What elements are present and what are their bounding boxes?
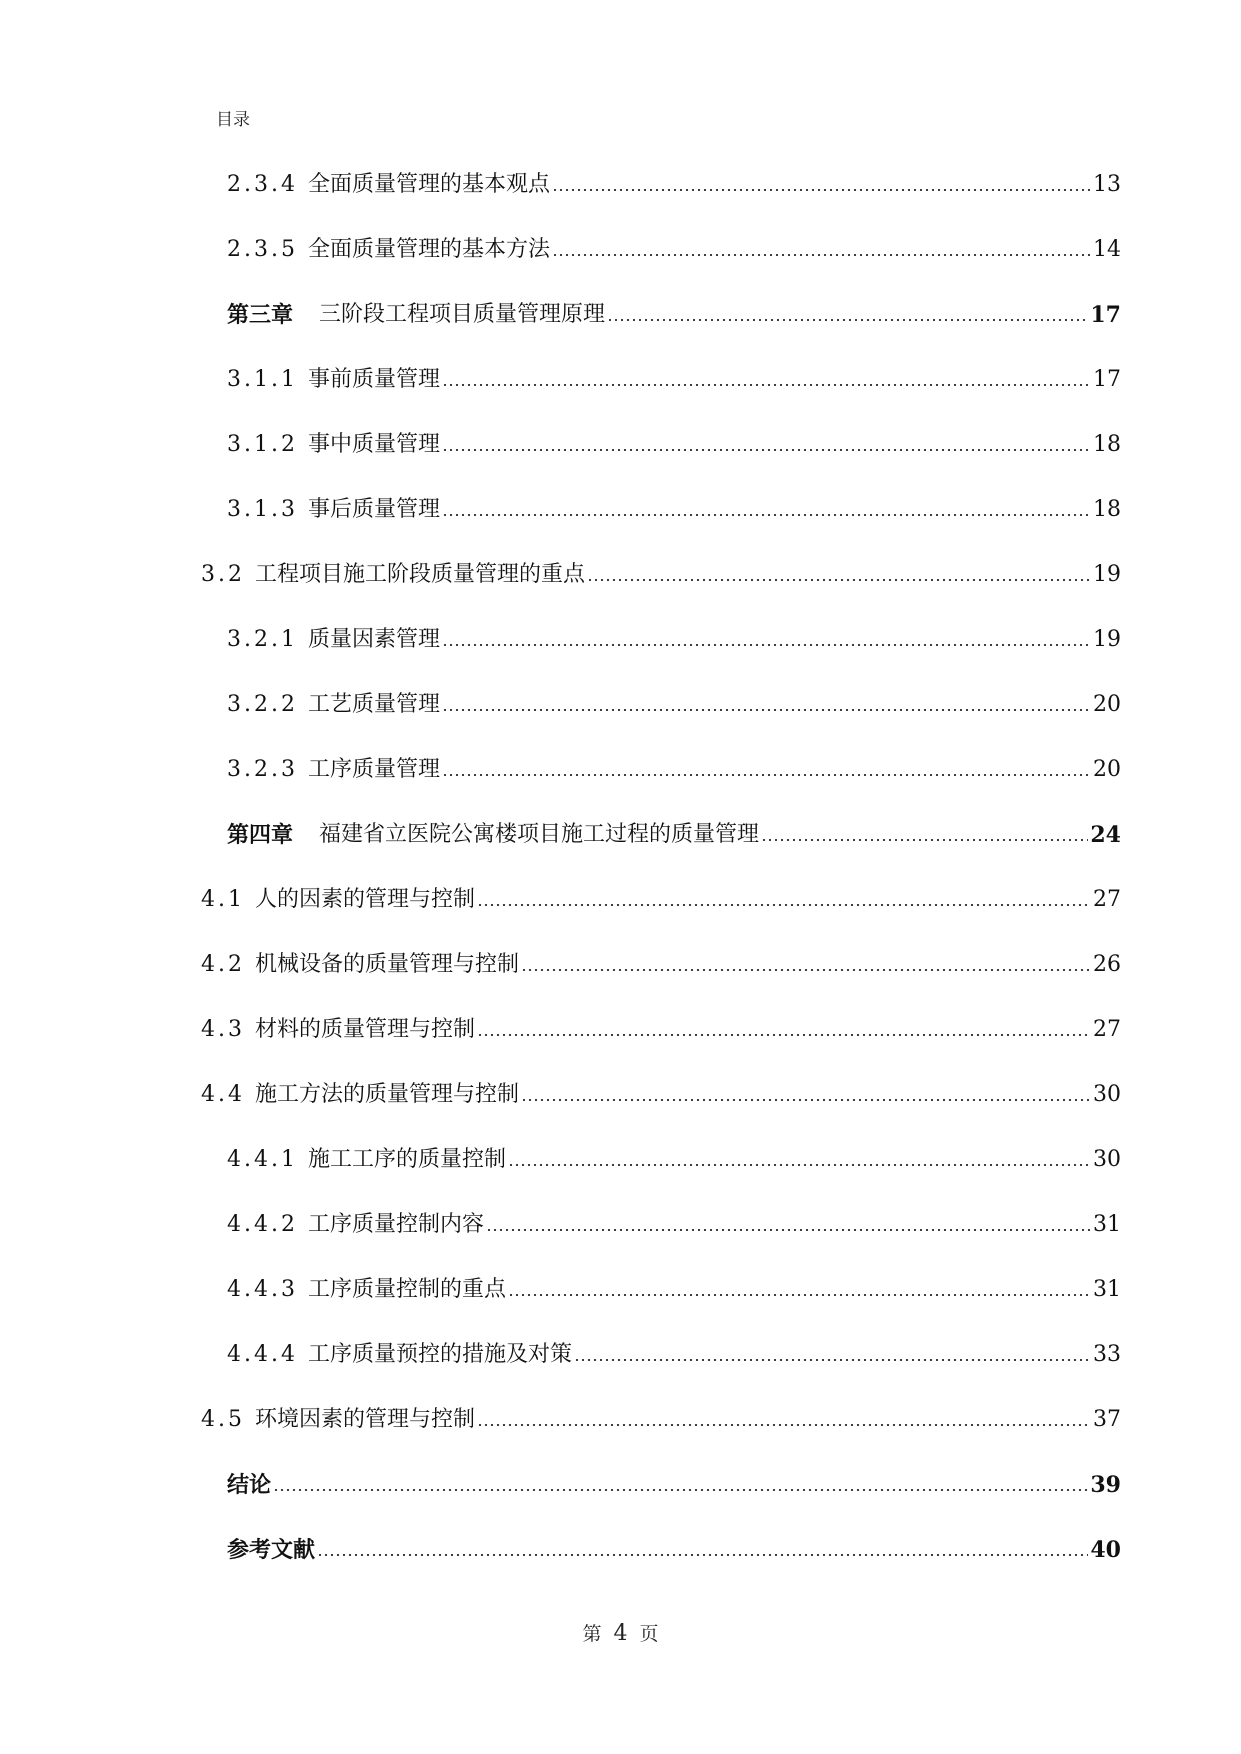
toc-entry[interactable] bbox=[227, 491, 1121, 525]
dot-leader bbox=[552, 254, 1091, 256]
toc-entry-page: 33 bbox=[1093, 1342, 1121, 1367]
toc-entry-number: 3.1.2 bbox=[227, 432, 298, 457]
toc-section-entry-references[interactable] bbox=[227, 1531, 1121, 1565]
toc-entry[interactable] bbox=[227, 231, 1121, 265]
toc-entry-number: 3.2.1 bbox=[227, 627, 298, 652]
toc-entry-number: 2.3.5 bbox=[227, 237, 298, 262]
toc-entry-title: 事后质量管理 bbox=[307, 497, 440, 522]
toc-entry-number: 4.4.3 bbox=[227, 1277, 298, 1302]
page-footer bbox=[0, 1621, 1241, 1647]
toc-entry-page: 27 bbox=[1093, 1017, 1121, 1042]
toc-entry-title: 施工工序的质量控制 bbox=[307, 1147, 506, 1172]
toc-entry[interactable] bbox=[227, 361, 1121, 395]
toc-entry-page: 24 bbox=[1090, 822, 1121, 848]
toc-entry-page: 30 bbox=[1093, 1147, 1121, 1172]
toc-chapter-entry[interactable] bbox=[227, 296, 1121, 330]
toc-entry-page: 26 bbox=[1093, 952, 1121, 977]
toc-entry-title: 事中质量管理 bbox=[307, 432, 440, 457]
toc-entry-title: 结论 bbox=[227, 1472, 272, 1498]
dot-leader bbox=[552, 189, 1091, 191]
toc-entry[interactable] bbox=[201, 1076, 1121, 1110]
dot-leader bbox=[508, 1294, 1091, 1296]
toc-entry-page: 31 bbox=[1093, 1212, 1121, 1237]
dot-leader bbox=[521, 1099, 1091, 1101]
toc-entry-page: 39 bbox=[1090, 1472, 1121, 1498]
dot-leader bbox=[486, 1229, 1091, 1231]
dot-leader bbox=[761, 839, 1088, 841]
toc-entry-title: 人的因素的管理与控制 bbox=[255, 887, 476, 912]
toc-entry[interactable] bbox=[201, 946, 1121, 980]
dot-leader bbox=[442, 384, 1091, 386]
toc-entry[interactable] bbox=[227, 426, 1121, 460]
toc-entry[interactable] bbox=[227, 1141, 1121, 1175]
toc-entry-number: 4.1 bbox=[201, 887, 245, 912]
toc-entry-number: 4.2 bbox=[201, 952, 245, 977]
toc-entry[interactable] bbox=[227, 621, 1121, 655]
toc-entry-page: 27 bbox=[1093, 887, 1121, 912]
toc-entry[interactable] bbox=[227, 686, 1121, 720]
dot-leader bbox=[477, 1424, 1091, 1426]
dot-leader bbox=[442, 709, 1091, 711]
toc-entry-page: 20 bbox=[1093, 757, 1121, 782]
toc-entry-page: 20 bbox=[1093, 692, 1121, 717]
toc-entry-page: 31 bbox=[1093, 1277, 1121, 1302]
toc-entry-title: 参考文献 bbox=[227, 1537, 316, 1563]
toc-entry-number: 4.4.2 bbox=[227, 1212, 298, 1237]
dot-leader bbox=[317, 1554, 1088, 1556]
toc-entry-number: 2.3.4 bbox=[227, 172, 298, 197]
toc-entry-page: 37 bbox=[1093, 1407, 1121, 1432]
toc-section-entry-conclusion[interactable] bbox=[227, 1466, 1121, 1500]
footer-prefix: 第 bbox=[582, 1623, 602, 1645]
dot-leader bbox=[442, 449, 1091, 451]
toc-entry-title: 材料的质量管理与控制 bbox=[255, 1017, 476, 1042]
dot-leader bbox=[477, 1034, 1091, 1036]
toc-entry-title: 全面质量管理的基本方法 bbox=[307, 237, 550, 262]
toc-entry-title: 机械设备的质量管理与控制 bbox=[255, 952, 520, 977]
toc-entry-number: 4.4 bbox=[201, 1082, 245, 1107]
toc-entry-title: 施工方法的质量管理与控制 bbox=[255, 1082, 520, 1107]
toc-entry[interactable] bbox=[227, 1206, 1121, 1240]
dot-leader bbox=[442, 644, 1091, 646]
toc-entry-title: 事前质量管理 bbox=[307, 367, 440, 392]
toc-entry-title: 工程项目施工阶段质量管理的重点 bbox=[255, 562, 586, 587]
dot-leader bbox=[508, 1164, 1091, 1166]
toc-entry-title: 工艺质量管理 bbox=[307, 692, 440, 717]
footer-page-number: 4 bbox=[613, 1621, 628, 1646]
toc-entry-page: 19 bbox=[1093, 627, 1121, 652]
toc-entry-page: 40 bbox=[1090, 1537, 1121, 1563]
toc-entry-title: 三阶段工程项目质量管理原理 bbox=[319, 302, 606, 327]
toc-entry-page: 17 bbox=[1090, 302, 1121, 328]
toc-entry[interactable] bbox=[201, 1401, 1121, 1435]
toc-entry[interactable] bbox=[227, 751, 1121, 785]
toc-chapter-label: 第四章 bbox=[227, 822, 294, 848]
toc-entry[interactable] bbox=[227, 1271, 1121, 1305]
toc-entry-number: 4.3 bbox=[201, 1017, 245, 1042]
toc-entry[interactable] bbox=[227, 1336, 1121, 1370]
toc-entry-title: 全面质量管理的基本观点 bbox=[307, 172, 550, 197]
toc-entry-title: 质量因素管理 bbox=[307, 627, 440, 652]
toc-entry-title: 环境因素的管理与控制 bbox=[255, 1407, 476, 1432]
dot-leader bbox=[587, 579, 1091, 581]
toc-entry-number: 3.2.2 bbox=[227, 692, 298, 717]
toc-entry-title: 工序质量控制的重点 bbox=[307, 1277, 506, 1302]
header-title: 目录 bbox=[216, 110, 250, 130]
dot-leader bbox=[574, 1359, 1091, 1361]
toc-chapter-label: 第三章 bbox=[227, 302, 294, 328]
toc-entry[interactable] bbox=[227, 166, 1121, 200]
dot-leader bbox=[442, 514, 1091, 516]
toc-entry[interactable] bbox=[201, 881, 1121, 915]
toc-entry-title: 工序质量控制内容 bbox=[307, 1212, 484, 1237]
dot-leader bbox=[607, 319, 1088, 321]
dot-leader bbox=[477, 904, 1091, 906]
toc-entry-number: 3.1.1 bbox=[227, 367, 298, 392]
toc-entry-page: 19 bbox=[1093, 562, 1121, 587]
toc-chapter-entry[interactable] bbox=[227, 816, 1121, 850]
toc-entry-page: 13 bbox=[1093, 172, 1121, 197]
toc-entry[interactable] bbox=[201, 556, 1121, 590]
toc-entry-title: 福建省立医院公寓楼项目施工过程的质量管理 bbox=[319, 822, 760, 847]
toc-entry-page: 17 bbox=[1093, 367, 1121, 392]
footer-suffix: 页 bbox=[639, 1623, 659, 1645]
toc-entry[interactable] bbox=[201, 1011, 1121, 1045]
toc-entry-page: 18 bbox=[1093, 497, 1121, 522]
toc-entry-page: 30 bbox=[1093, 1082, 1121, 1107]
toc-entry-number: 3.1.3 bbox=[227, 497, 298, 522]
toc-entry-number: 4.4.1 bbox=[227, 1147, 298, 1172]
toc-entry-title: 工序质量管理 bbox=[307, 757, 440, 782]
dot-leader bbox=[521, 969, 1091, 971]
toc-entry-number: 4.4.4 bbox=[227, 1342, 298, 1367]
dot-leader bbox=[273, 1489, 1088, 1491]
toc-entry-number: 4.5 bbox=[201, 1407, 245, 1432]
toc-entry-number: 3.2 bbox=[201, 562, 245, 587]
toc-entry-page: 14 bbox=[1093, 237, 1121, 262]
dot-leader bbox=[442, 774, 1091, 776]
toc-entry-number: 3.2.3 bbox=[227, 757, 298, 782]
toc-entry-title: 工序质量预控的措施及对策 bbox=[307, 1342, 572, 1367]
toc-entry-page: 18 bbox=[1093, 432, 1121, 457]
